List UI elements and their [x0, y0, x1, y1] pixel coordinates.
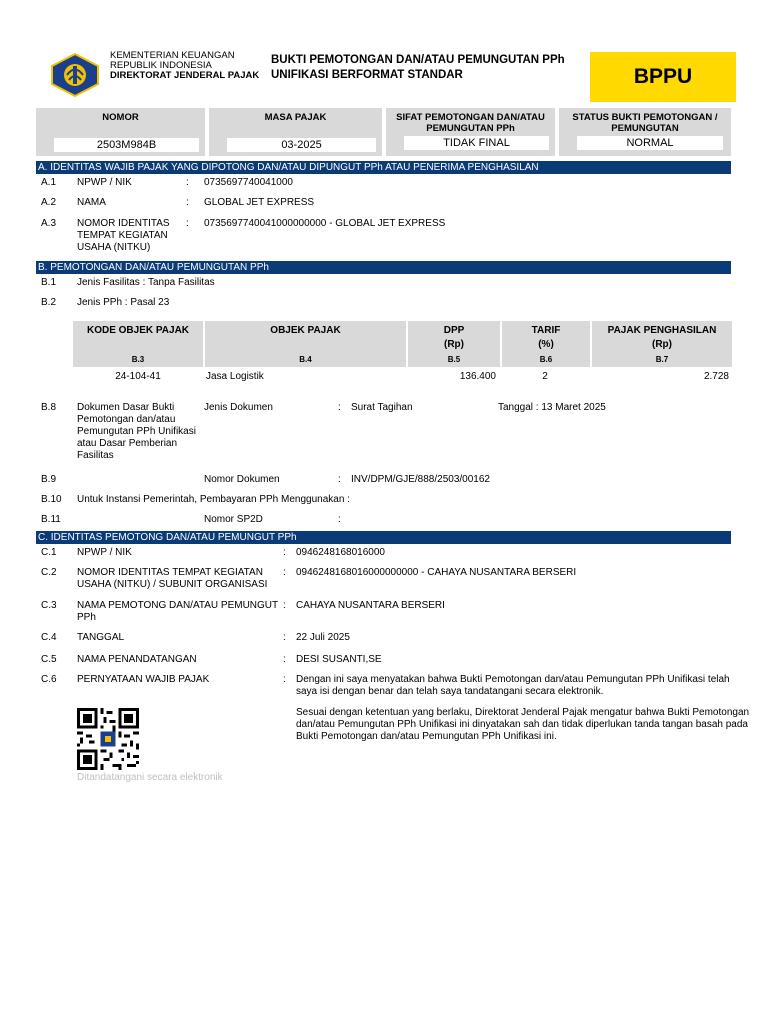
b9-label: Nomor Dokumen [204, 474, 280, 485]
b8-label-line-4: atau Dasar Pemberian [77, 438, 178, 449]
c2-label [77, 567, 267, 591]
c3-label-line-1: NAMA PEMOTONG DAN/ATAU PEMUNGUT [77, 600, 279, 611]
sifat-label-line-1: SIFAT PEMOTONGAN DAN/ATAU [396, 112, 545, 123]
c5-value: DESI SUSANTI,SE [296, 654, 382, 665]
b11-label: Nomor SP2D [204, 514, 263, 525]
dpp-label-line-1: DPP [443, 325, 465, 336]
dpp-label-line-2: (Rp) [444, 339, 464, 350]
c4-value: 22 Juli 2025 [296, 632, 350, 643]
a2-colon: : [186, 197, 189, 208]
signed-electronically-text: Ditandatangani secara elektronik [77, 772, 223, 783]
b8-jenis-label: Jenis Dokumen [204, 402, 273, 413]
pph-label-line-1: PAJAK PENGHASILAN [607, 325, 717, 336]
b8-label-line-1: Dokumen Dasar Bukti [77, 402, 175, 413]
row-kode-objek: 24-104-41 [115, 371, 161, 382]
c4-label: TANGGAL [77, 632, 125, 643]
b8-label-line-5: Fasilitas [77, 450, 114, 461]
a1-code: A.1 [41, 177, 57, 188]
a1-value: 0735697740041000 [204, 177, 293, 188]
table-header-dpp [408, 321, 500, 367]
table-header-pph [592, 321, 732, 367]
a3-code: A.3 [41, 218, 57, 229]
document-title [271, 53, 565, 83]
b7-code: B.7 [655, 355, 669, 364]
kemenkeu-logo-icon [49, 52, 101, 98]
title-line-1: BUKTI PEMOTONGAN DAN/ATAU PEMUNGUTAN PPh [271, 54, 565, 66]
nomor-box [36, 108, 205, 156]
org-line-3: DIREKTORAT JENDERAL PAJAK [110, 70, 260, 81]
c3-colon: : [283, 600, 286, 611]
status-label [559, 112, 731, 134]
a3-label [77, 218, 170, 254]
b9-value: INV/DPM/GJE/888/2503/00162 [351, 474, 490, 485]
a3-label-line-2: TEMPAT KEGIATAN [77, 230, 168, 241]
kode-objek-label: KODE OBJEK PAJAK [86, 325, 190, 336]
c6-code: C.6 [41, 674, 57, 685]
c2-label-line-1: NOMOR IDENTITAS TEMPAT KEGIATAN [77, 567, 263, 578]
org-line-1: KEMENTERIAN KEUANGAN [110, 50, 235, 61]
organization-name [110, 51, 259, 81]
c1-label: NPWP / NIK [77, 547, 132, 558]
c3-code: C.3 [41, 600, 57, 611]
sifat-label-line-2: PEMUNGUTAN PPh [426, 123, 515, 134]
b8-code: B.8 [41, 402, 57, 413]
c4-code: C.4 [41, 632, 57, 643]
sifat-value: TIDAK FINAL [404, 136, 549, 150]
c5-colon: : [283, 654, 286, 665]
bppu-badge: BPPU [590, 52, 736, 102]
a3-label-line-1: NOMOR IDENTITAS [77, 218, 170, 229]
sifat-label [386, 112, 555, 134]
status-value: NORMAL [577, 136, 723, 150]
b11-colon: : [338, 514, 341, 525]
row-dpp: 136.400 [459, 371, 496, 382]
masa-pajak-box [209, 108, 382, 156]
nomor-value: 2503M984B [54, 138, 199, 152]
status-label-line-2: PEMUNGUTAN [611, 123, 679, 134]
c2-value: 0946248168016000000000 - CAHAYA NUSANTARA BERSERI [296, 567, 577, 578]
a1-label: NPWP / NIK [77, 177, 132, 188]
table-header-tarif [502, 321, 590, 367]
b8-label-line-3: Pemungutan PPh Unifikasi [77, 426, 196, 437]
a3-label-line-3: USAHA (NITKU) [77, 242, 151, 253]
section-a-header: A. IDENTITAS WAJIB PAJAK YANG DIPOTONG DAN/ATAU DIPUNGUT PPh ATAU PENERIMA PENGHASILAN [36, 161, 731, 174]
legal-note [296, 707, 749, 743]
c6-colon: : [283, 674, 286, 685]
b8-label [77, 402, 196, 462]
status-label-line-1: STATUS BUKTI PEMOTONGAN / [572, 112, 718, 123]
c6-label: PERNYATAAN WAJIB PAJAK [77, 674, 210, 685]
c6-statement [296, 674, 730, 698]
b2-code: B.2 [41, 297, 57, 308]
table-header-objek [205, 321, 406, 367]
c3-value: CAHAYA NUSANTARA BERSERI [296, 600, 445, 611]
c4-colon: : [283, 632, 286, 643]
a2-code: A.2 [41, 197, 57, 208]
pph-label [592, 324, 732, 352]
sifat-box [386, 108, 555, 156]
legal-note-line-2: dan/atau Pemungutan PPh Unifikasi ini dinyatakan sah dan tidak diperlukan tanda tangan basah pada [296, 719, 748, 730]
b6-code: B.6 [539, 355, 553, 364]
b1-text: Jenis Fasilitas : Tanpa Fasilitas [77, 277, 215, 288]
row-tarif: 2 [542, 371, 548, 382]
status-box [559, 108, 731, 156]
b8-jenis-value: Surat Tagihan [351, 402, 413, 413]
tarif-label [502, 324, 590, 352]
legal-note-line-1: Sesuai dengan ketentuan yang berlaku, Direktorat Jenderal Pajak mengatur bahwa Bukti Pemotongan [296, 707, 750, 718]
b10-text: Untuk Instansi Pemerintah, Pembayaran PPh Menggunakan : [77, 494, 350, 505]
b2-text: Jenis PPh : Pasal 23 [77, 297, 170, 308]
row-pph: 2.728 [703, 371, 729, 382]
tarif-label-line-2: (%) [538, 339, 554, 350]
nomor-label: NOMOR [102, 112, 139, 123]
a2-value: GLOBAL JET EXPRESS [204, 197, 315, 208]
b5-code: B.5 [447, 355, 461, 364]
row-objek-pajak: Jasa Logistik [206, 371, 264, 382]
c6-statement-line-1: Dengan ini saya menyatakan bahwa Bukti Pemotongan dan/atau Pemungutan PPh Unifikasi telah [296, 674, 730, 685]
legal-note-line-3: Bukti Pemotongan dan/atau Pemungutan PPh Unifikasi ini. [296, 731, 557, 742]
c6-statement-line-2: saya isi dengan benar dan telah saya tandatangani secara elektronik. [296, 686, 604, 697]
c3-label-line-2: PPh [77, 612, 96, 623]
a1-colon: : [186, 177, 189, 188]
b1-code: B.1 [41, 277, 57, 288]
a2-label: NAMA [77, 197, 106, 208]
c5-label: NAMA PENANDATANGAN [77, 654, 197, 665]
b9-code: B.9 [41, 474, 57, 485]
a3-colon: : [186, 218, 189, 229]
c1-value: 0946248168016000 [296, 547, 385, 558]
b4-code: B.4 [299, 355, 312, 364]
masa-pajak-value: 03-2025 [227, 138, 376, 152]
b8-label-line-2: Pemotongan dan/atau [77, 414, 176, 425]
c1-code: C.1 [41, 547, 57, 558]
qr-code-icon [77, 708, 139, 770]
org-line-2: REPUBLIK INDONESIA [110, 60, 212, 71]
c1-colon: : [283, 547, 286, 558]
c3-label [77, 600, 278, 624]
b10-code: B.10 [41, 494, 62, 505]
section-c-header: C. IDENTITAS PEMOTONG DAN/ATAU PEMUNGUT PPh [36, 531, 731, 544]
c2-colon: : [283, 567, 286, 578]
pph-label-line-2: (Rp) [652, 339, 672, 350]
objek-pajak-label: OBJEK PAJAK [270, 325, 341, 336]
c2-code: C.2 [41, 567, 57, 578]
b8-colon: : [338, 402, 341, 413]
masa-pajak-label: MASA PAJAK [264, 112, 327, 123]
c2-label-line-2: USAHA (NITKU) / SUBUNIT ORGANISASI [77, 579, 268, 590]
tarif-label-line-1: TARIF [531, 325, 561, 336]
b9-colon: : [338, 474, 341, 485]
table-header-kode [73, 321, 203, 367]
a3-value: 0735697740041000000000 - GLOBAL JET EXPRESS [204, 218, 446, 229]
section-b-header: B. PEMOTONGAN DAN/ATAU PEMUNGUTAN PPh [36, 261, 731, 274]
b11-code: B.11 [41, 514, 61, 525]
title-line-2: UNIFIKASI BERFORMAT STANDAR [271, 69, 463, 81]
b3-code: B.3 [131, 355, 145, 364]
b8-tanggal: Tanggal : 13 Maret 2025 [498, 402, 606, 413]
dpp-label [408, 324, 500, 352]
c5-code: C.5 [41, 654, 57, 665]
